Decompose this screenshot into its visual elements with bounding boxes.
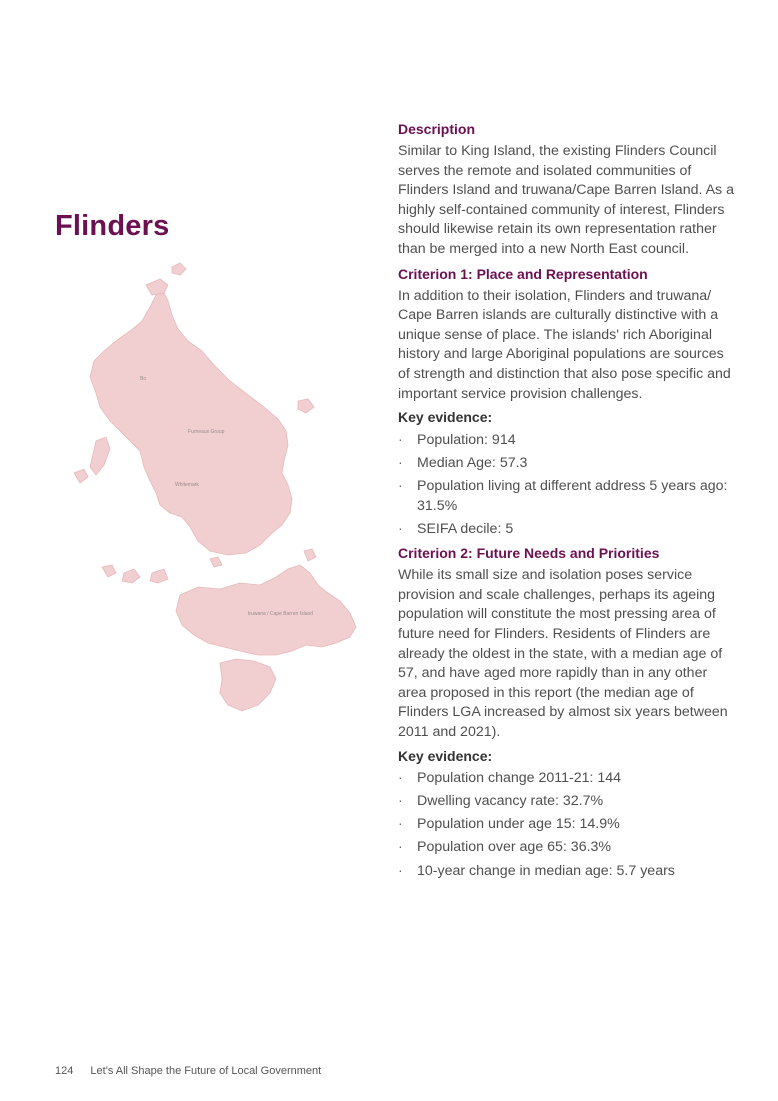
- clarke-island-shape: [220, 659, 276, 711]
- description-text: Similar to King Island, the existing Flinders Council serves the remote and isolated communities of Flinders Island and truwana/Cape Barren Island. As a highly self-contained community of interest, Flinders should likewise retain its own representation rather than be merged into a new North East council.: [398, 143, 734, 257]
- list-item: · Population living at different address 5 years ago: 31.5%: [398, 477, 738, 516]
- criterion1-key-label: Key evidence:: [398, 409, 493, 426]
- list-item: · Dwelling vacancy rate: 32.7%: [398, 792, 738, 812]
- description-heading: Description: [398, 121, 476, 137]
- list-item: · Population under age 15: 14.9%: [398, 815, 738, 835]
- footer-doc-title: Let's All Shape the Future of Local Government: [90, 1065, 322, 1077]
- cape-barren-island-shape: [176, 565, 356, 655]
- list-item: · Population change 2011-21: 144: [398, 769, 738, 789]
- list-item: · SEIFA decile: 5: [398, 520, 738, 540]
- criterion1-evidence-list: [398, 431, 738, 539]
- criterion2-evidence-list: [398, 769, 738, 881]
- islet-shape: [122, 569, 140, 583]
- criterion1-heading: Criterion 1: Place and Representation: [398, 265, 648, 282]
- map-islands: [74, 263, 356, 711]
- criterion2-heading: Criterion 2: Future Needs and Priorities: [398, 545, 660, 562]
- islet-shape: [150, 569, 168, 583]
- page-title: Flinders: [55, 210, 170, 242]
- page-footer: [55, 1065, 321, 1077]
- islet-shape: [298, 399, 314, 413]
- map-label-furneaux: Furneaux Group: [188, 429, 225, 435]
- list-item: · 10-year change in median age: 5.7 years: [398, 862, 738, 882]
- map-label-cape-barren: truwana / Cape Barren Island: [248, 611, 314, 617]
- islet-shape: [102, 565, 116, 577]
- flinders-island-shape: [90, 293, 292, 555]
- list-item: · Population: 914: [398, 431, 738, 451]
- content-column: [398, 119, 738, 885]
- map-label-town: Whitemark: [175, 482, 199, 488]
- criterion1-text: In addition to their isolation, Flinders and truwana/ Cape Barren islands are culturally distinctive with a unique sense of place. The islands' rich Aboriginal history and large Aboriginal populations are sources of strength and distinction that also pose specific and important service provision challenges.: [398, 287, 731, 402]
- map-label-small: Bo: [140, 376, 147, 382]
- islet-shape: [172, 263, 186, 275]
- islet-shape: [74, 469, 88, 483]
- list-item: · Population over age 65: 36.3%: [398, 838, 738, 858]
- islet-shape: [304, 549, 316, 561]
- islet-shape: [90, 437, 110, 475]
- list-item: · Median Age: 57.3: [398, 454, 738, 474]
- islet-shape: [210, 557, 222, 567]
- flinders-map: [60, 255, 370, 720]
- criterion2-text: While its small size and isolation poses service provision and scale challenges, perhaps its ageing population will constitute the most pressing area of future need for Flinders. Residents of Flinders are already the oldest in the state, with a median age of 57, and have aged more rapidly than in any other area proposed in this report (the median age of Flinders LGA increased by almost six years between 2011 and 2021).: [398, 567, 728, 740]
- page-number: 124: [55, 1065, 74, 1077]
- criterion2-key-label: Key evidence:: [398, 747, 493, 764]
- islet-shape: [146, 279, 168, 295]
